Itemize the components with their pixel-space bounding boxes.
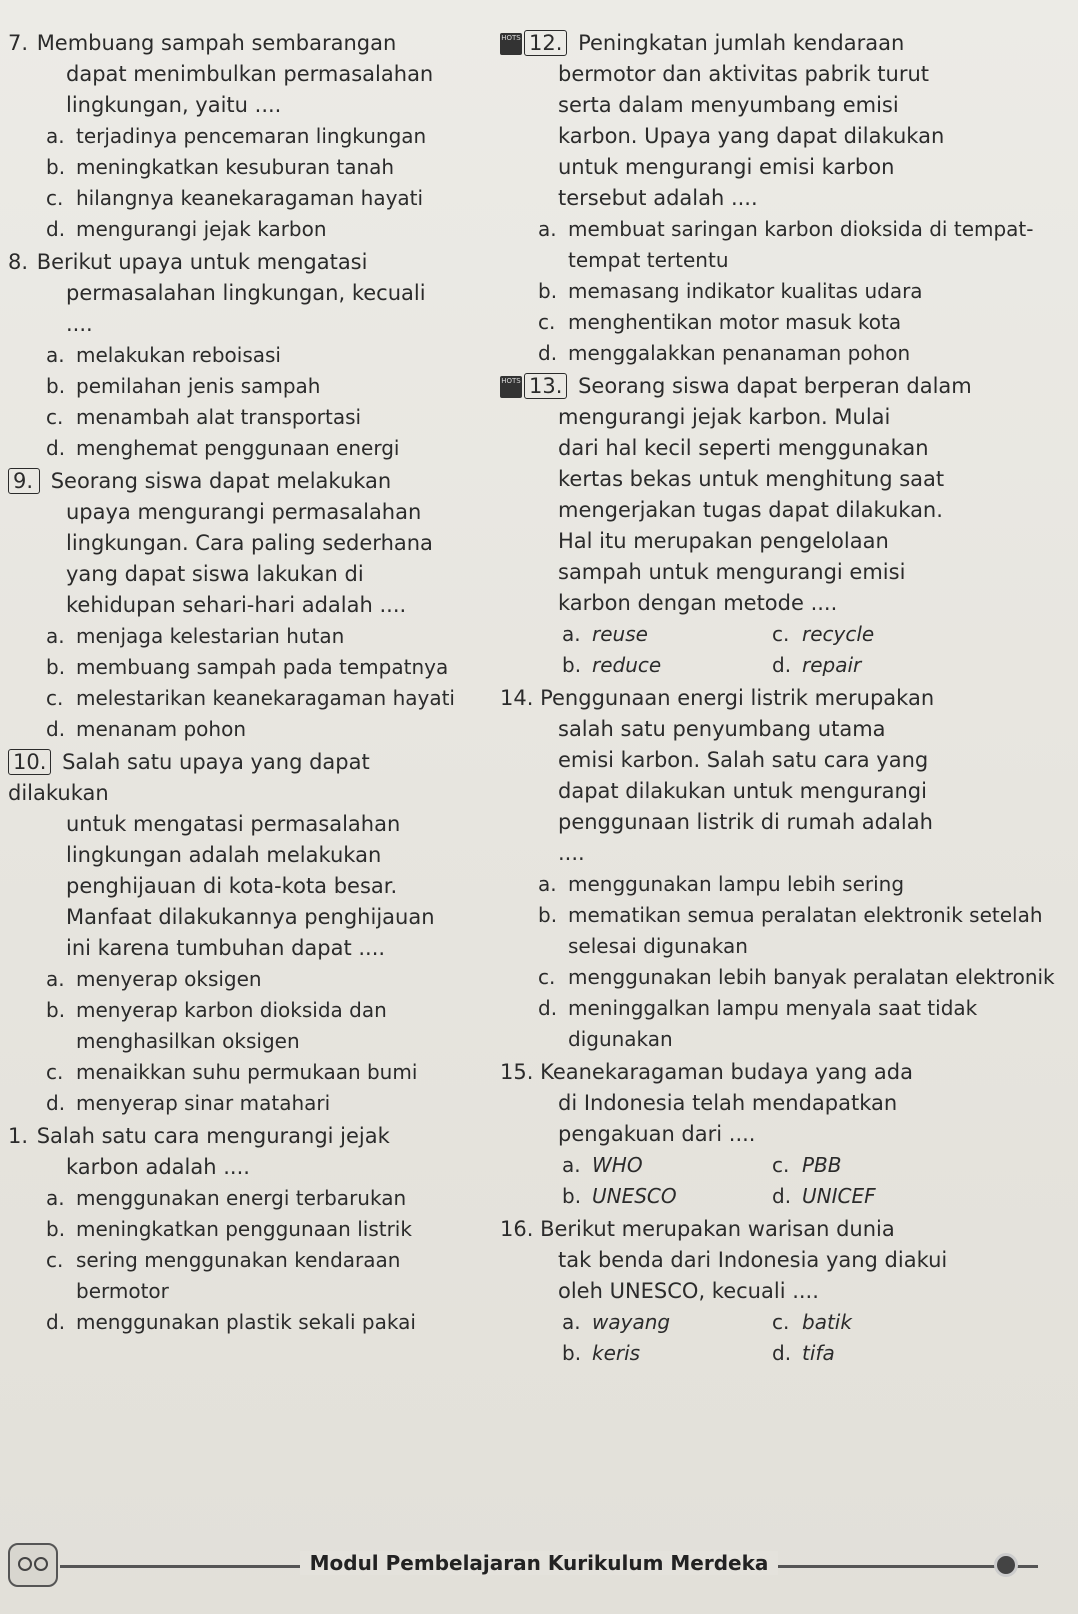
left-column: [8, 28, 468, 1340]
question-stem-line: untuk mengurangi emisi karbon: [558, 155, 895, 179]
question-stem-line: tersebut adalah ....: [558, 186, 758, 210]
question-stem-line: [8, 247, 468, 278]
question-stem-line: oleh UNESCO, kecuali ....: [558, 1279, 819, 1303]
question-stem-line: [8, 28, 468, 59]
answer-option: [8, 1214, 468, 1245]
question-13: [500, 371, 1075, 681]
option-letter: d.: [46, 436, 66, 460]
option-letter: d.: [46, 1310, 66, 1334]
option-letter: b.: [562, 1184, 582, 1208]
footer-title: Modul Pembelajaran Kurikulum Merdeka: [0, 1551, 1078, 1575]
answer-option: [500, 993, 1075, 1055]
question-stem-line: penghijauan di kota-kota besar.: [66, 874, 398, 898]
question-number: 13.: [524, 373, 567, 399]
option-text: WHO: [592, 1153, 643, 1177]
question-text: Peningkatan jumlah kendaraan: [578, 31, 905, 55]
answer-option: [772, 650, 972, 681]
option-text: reuse: [592, 622, 648, 646]
question-stem-line: karbon adalah ....: [66, 1155, 250, 1179]
option-text: UNESCO: [592, 1184, 677, 1208]
question-stem-line: lingkungan adalah melakukan: [66, 843, 382, 867]
answer-option: [500, 338, 1075, 369]
option-letter: a.: [562, 1310, 581, 1334]
option-letter: c.: [772, 622, 790, 646]
option-text: menambah alat transportasi: [76, 405, 362, 429]
option-text: menyerap oksigen: [76, 967, 262, 991]
option-text: wayang: [592, 1310, 671, 1334]
question-16: [500, 1214, 1075, 1369]
answer-option: [8, 214, 468, 245]
option-text: hilangnya keanekaragaman hayati: [76, 186, 424, 210]
question-stem-line: bermotor dan aktivitas pabrik turut: [558, 62, 930, 86]
option-text: melestarikan keanekaragaman hayati: [76, 686, 455, 710]
question-text: Salah satu upaya yang dapat dilakukan: [8, 750, 370, 805]
option-letter: d.: [538, 996, 558, 1020]
question-stem-line: emisi karbon. Salah satu cara yang: [558, 748, 929, 772]
answer-option: [8, 1183, 468, 1214]
answer-option: [8, 964, 468, 995]
option-text: menanam pohon: [76, 717, 247, 741]
option-letter: b.: [562, 653, 582, 677]
question-number: 7.: [8, 31, 29, 55]
option-text: meningkatkan kesuburan tanah: [76, 155, 395, 179]
answer-option: [772, 619, 972, 650]
answer-option: [8, 652, 468, 683]
option-text: menggunakan lebih banyak peralatan elektronik: [568, 965, 1055, 989]
question-stem-line: tak benda dari Indonesia yang diakui: [558, 1248, 948, 1272]
option-letter: d.: [46, 1091, 66, 1115]
question-stem-line: [500, 1214, 1075, 1245]
answer-option: [8, 1307, 468, 1338]
answer-option: [562, 1181, 772, 1212]
option-letter: a.: [538, 217, 557, 241]
question-stem-line: kehidupan sehari-hari adalah ....: [66, 593, 407, 617]
page-footer: [0, 1535, 1078, 1595]
question-text: Keanekaragaman budaya yang ada: [540, 1060, 913, 1084]
option-text: batik: [802, 1310, 852, 1334]
option-text: recycle: [802, 622, 875, 646]
question-stem-line: permasalahan lingkungan, kecuali: [66, 281, 426, 305]
option-letter: d.: [772, 1341, 792, 1365]
question-number: 12.: [524, 30, 567, 56]
question-stem-line: serta dalam menyumbang emisi: [558, 93, 899, 117]
question-stem-line: mengurangi jejak karbon. Mulai: [558, 405, 891, 429]
option-letter: d.: [772, 1184, 792, 1208]
option-text: mengurangi jejak karbon: [76, 217, 327, 241]
option-text: repair: [802, 653, 862, 677]
answer-option: [562, 1307, 772, 1338]
answer-option: [500, 962, 1075, 993]
option-text: membuat saringan karbon dioksida di tempat-tempat tertentu: [568, 217, 1034, 272]
option-text: menjaga kelestarian hutan: [76, 624, 345, 648]
option-text: terjadinya pencemaran lingkungan: [76, 124, 427, 148]
question-stem-line: [8, 747, 468, 809]
option-letter: c.: [46, 686, 64, 710]
answer-option: [8, 152, 468, 183]
option-text: sering menggunakan kendaraan bermotor: [76, 1248, 401, 1303]
option-text: menggalakkan penanaman pohon: [568, 341, 911, 365]
option-letter: c.: [772, 1153, 790, 1177]
option-text: pemilahan jenis sampah: [76, 374, 321, 398]
hots-tag-icon: HOTS: [500, 33, 522, 55]
question-15: [500, 1057, 1075, 1212]
answer-option: [8, 183, 468, 214]
answer-option: [562, 650, 772, 681]
answer-option: [8, 121, 468, 152]
option-letter: a.: [46, 967, 65, 991]
question-text: Penggunaan energi listrik merupakan: [540, 686, 935, 710]
option-text: memasang indikator kualitas udara: [568, 279, 923, 303]
option-text: menaikkan suhu permukaan bumi: [76, 1060, 418, 1084]
question-text: Membuang sampah sembarangan: [36, 31, 397, 55]
option-letter: c.: [46, 186, 64, 210]
right-column: [500, 28, 1075, 1371]
answer-option: [8, 371, 468, 402]
option-text: meninggalkan lampu menyala saat tidak digunakan: [568, 996, 978, 1051]
answer-option: [8, 683, 468, 714]
option-letter: b.: [46, 155, 66, 179]
question-stem-line: [500, 683, 1075, 714]
question-text: Salah satu cara mengurangi jejak: [36, 1124, 390, 1148]
question-stem-line: penggunaan listrik di rumah adalah: [558, 810, 933, 834]
option-text: reduce: [592, 653, 662, 677]
question-number: 14.: [500, 686, 534, 710]
hots-tag-icon: HOTS: [500, 376, 522, 398]
question-stem-line: karbon dengan metode ....: [558, 591, 838, 615]
option-letter: a.: [46, 624, 65, 648]
option-letter: b.: [46, 998, 66, 1022]
question-stem-line: dapat dilakukan untuk mengurangi: [558, 779, 927, 803]
circle-dot-icon: [994, 1553, 1018, 1577]
answer-option: [562, 1338, 772, 1369]
question-text: Seorang siswa dapat berperan dalam: [578, 374, 972, 398]
answer-option: [772, 1181, 972, 1212]
option-letter: c.: [538, 310, 556, 334]
question-stem-line: Hal itu merupakan pengelolaan: [558, 529, 889, 553]
question-stem-line: di Indonesia telah mendapatkan: [558, 1091, 898, 1115]
question-stem-line: sampah untuk mengurangi emisi: [558, 560, 906, 584]
answer-option: [8, 402, 468, 433]
answer-option: [8, 714, 468, 745]
option-text: tifa: [802, 1341, 835, 1365]
question-number: 16.: [500, 1217, 534, 1241]
option-letter: a.: [46, 124, 65, 148]
question-1: [8, 1121, 468, 1338]
question-stem-line: ....: [66, 312, 93, 336]
option-letter: a.: [46, 1186, 65, 1210]
question-stem-line: ....: [558, 841, 585, 865]
question-stem-line: dapat menimbulkan permasalahan: [66, 62, 434, 86]
option-text: melakukan reboisasi: [76, 343, 281, 367]
answer-option: [8, 433, 468, 464]
option-letter: a.: [562, 1153, 581, 1177]
answer-option: [500, 900, 1075, 962]
question-number: 8.: [8, 250, 29, 274]
question-text: Berikut merupakan warisan dunia: [540, 1217, 895, 1241]
option-letter: c.: [46, 1248, 64, 1272]
question-text: Seorang siswa dapat melakukan: [50, 469, 392, 493]
question-stem-line: Manfaat dilakukannya penghijauan: [66, 905, 435, 929]
option-text: keris: [592, 1341, 641, 1365]
answer-option-grid: [500, 1150, 1075, 1212]
option-letter: b.: [538, 903, 558, 927]
question-stem-line: ini karena tumbuhan dapat ....: [66, 936, 386, 960]
option-text: menyerap karbon dioksida dan menghasilkan oksigen: [76, 998, 387, 1053]
option-letter: c.: [538, 965, 556, 989]
answer-option: [8, 1057, 468, 1088]
question-stem-line: dari hal kecil seperti menggunakan: [558, 436, 929, 460]
question-stem-line: [500, 371, 1075, 402]
answer-option: [500, 276, 1075, 307]
answer-option: [8, 995, 468, 1057]
question-number: 1.: [8, 1124, 29, 1148]
question-stem-line: mengerjakan tugas dapat dilakukan.: [558, 498, 943, 522]
question-number: 10.: [8, 749, 51, 775]
question-number: 9.: [8, 468, 40, 494]
question-number: 15.: [500, 1060, 534, 1084]
option-letter: c.: [46, 405, 64, 429]
option-text: menyerap sinar matahari: [76, 1091, 331, 1115]
option-text: menggunakan lampu lebih sering: [568, 872, 905, 896]
question-8: [8, 247, 468, 464]
question-stem-line: kertas bekas untuk menghitung saat: [558, 467, 945, 491]
answer-option: [8, 1245, 468, 1307]
answer-option: [8, 621, 468, 652]
option-letter: b.: [46, 655, 66, 679]
option-letter: b.: [46, 1217, 66, 1241]
answer-option-grid: [500, 1307, 1075, 1369]
question-stem-line: [8, 466, 468, 497]
option-letter: a.: [46, 343, 65, 367]
question-stem-line: upaya mengurangi permasalahan: [66, 500, 422, 524]
option-letter: b.: [46, 374, 66, 398]
question-stem-line: yang dapat siswa lakukan di: [66, 562, 364, 586]
question-stem-line: untuk mengatasi permasalahan: [66, 812, 401, 836]
option-letter: b.: [562, 1341, 582, 1365]
answer-option-grid: [500, 619, 1075, 681]
answer-option: [562, 1150, 772, 1181]
option-text: mematikan semua peralatan elektronik setelah selesai digunakan: [568, 903, 1043, 958]
answer-option: [8, 340, 468, 371]
question-9: [8, 466, 468, 745]
answer-option: [562, 619, 772, 650]
option-letter: d.: [772, 653, 792, 677]
question-stem-line: [500, 1057, 1075, 1088]
question-12: [500, 28, 1075, 369]
option-letter: d.: [538, 341, 558, 365]
question-7: [8, 28, 468, 245]
option-text: meningkatkan penggunaan listrik: [76, 1217, 412, 1241]
option-letter: a.: [538, 872, 557, 896]
option-text: menggunakan energi terbarukan: [76, 1186, 407, 1210]
answer-option: [500, 214, 1075, 276]
option-text: UNICEF: [802, 1184, 876, 1208]
answer-option: [8, 1088, 468, 1119]
option-letter: b.: [538, 279, 558, 303]
option-letter: c.: [772, 1310, 790, 1334]
option-letter: d.: [46, 217, 66, 241]
option-text: menghemat penggunaan energi: [76, 436, 400, 460]
question-text: Berikut upaya untuk mengatasi: [36, 250, 368, 274]
option-text: membuang sampah pada tempatnya: [76, 655, 449, 679]
answer-option: [500, 307, 1075, 338]
option-text: menghentikan motor masuk kota: [568, 310, 902, 334]
question-stem-line: karbon. Upaya yang dapat dilakukan: [558, 124, 945, 148]
question-stem-line: salah satu penyumbang utama: [558, 717, 886, 741]
question-stem-line: lingkungan, yaitu ....: [66, 93, 282, 117]
question-stem-line: lingkungan. Cara paling sederhana: [66, 531, 433, 555]
question-10: [8, 747, 468, 1119]
option-letter: d.: [46, 717, 66, 741]
question-stem-line: [500, 28, 1075, 59]
question-14: [500, 683, 1075, 1055]
option-text: PBB: [802, 1153, 842, 1177]
option-letter: a.: [562, 622, 581, 646]
answer-option: [772, 1338, 972, 1369]
answer-option: [772, 1307, 972, 1338]
option-text: menggunakan plastik sekali pakai: [76, 1310, 416, 1334]
option-letter: c.: [46, 1060, 64, 1084]
question-stem-line: [8, 1121, 468, 1152]
question-stem-line: pengakuan dari ....: [558, 1122, 756, 1146]
answer-option: [772, 1150, 972, 1181]
answer-option: [500, 869, 1075, 900]
